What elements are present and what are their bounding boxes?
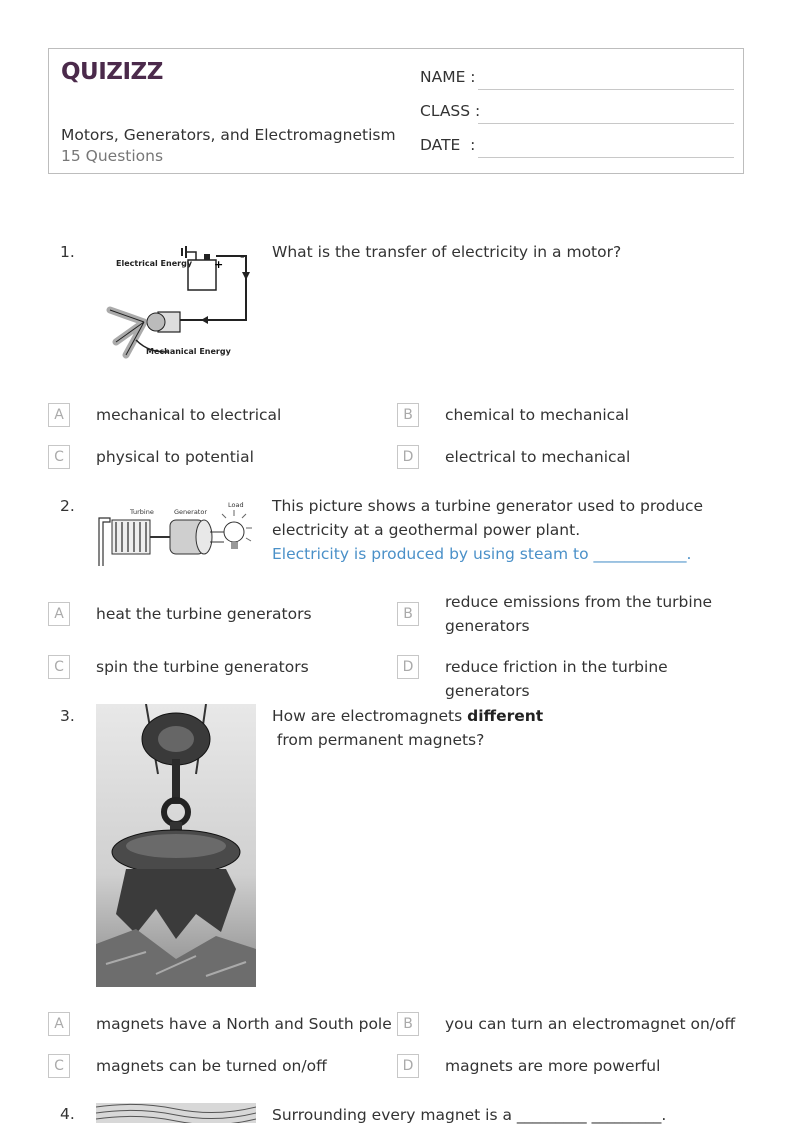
option-letter: C xyxy=(48,1054,70,1078)
option-letter: B xyxy=(397,403,419,427)
load-label: Load xyxy=(228,501,244,509)
electromagnet-crane-photo xyxy=(96,704,256,987)
option-text: reduce emissions from the turbine generators xyxy=(445,593,713,635)
option-letter: D xyxy=(397,445,419,469)
question-text-start: How are electromagnets xyxy=(272,707,468,725)
question-number: 3. xyxy=(60,707,75,725)
option-letter: B xyxy=(397,1012,419,1036)
question-text: What is the transfer of electricity in a motor? xyxy=(272,243,622,261)
option-text: mechanical to electrical xyxy=(96,406,282,424)
question-highlight: Electricity is produced by using steam to ____________. xyxy=(272,545,692,563)
class-line[interactable] xyxy=(478,123,734,124)
question-text-emphasis: different xyxy=(467,707,544,725)
option-letter: D xyxy=(397,655,419,679)
question-number: 2. xyxy=(60,497,75,515)
question-text-end: from permanent magnets? xyxy=(272,731,485,749)
turbine-generator-image xyxy=(96,496,260,570)
option-letter: B xyxy=(397,602,419,626)
date-line[interactable] xyxy=(478,157,734,158)
motor-diagram-image xyxy=(96,240,252,378)
question-number: 1. xyxy=(60,243,75,261)
question-count: 15 Questions xyxy=(61,147,164,165)
magnetic-field-image xyxy=(96,1103,256,1123)
option-text: heat the turbine generators xyxy=(96,605,312,623)
option-text: physical to potential xyxy=(96,448,254,466)
student-fields xyxy=(420,67,734,169)
date-label: DATE : xyxy=(420,136,476,154)
date-field[interactable] xyxy=(420,135,734,169)
option-text: spin the turbine generators xyxy=(96,658,309,676)
question-text: Surrounding every magnet is a _________ _________. xyxy=(272,1106,667,1124)
electrical-energy-label: Electrical Energy xyxy=(116,259,193,268)
question-text xyxy=(272,704,742,752)
question-body: This picture shows a turbine generator used to produce electricity at a geothermal power plant. xyxy=(272,497,704,539)
svg-text:+: + xyxy=(214,258,224,271)
quizizz-logo: QUIZIZZ xyxy=(61,59,163,85)
turbine-label: Turbine xyxy=(130,508,154,516)
option-letter: A xyxy=(48,1012,70,1036)
option-letter: A xyxy=(48,403,70,427)
option-text: reduce friction in the turbine generators xyxy=(445,658,668,700)
worksheet-title: Motors, Generators, and Electromagnetism xyxy=(61,126,396,144)
option-letter: C xyxy=(48,655,70,679)
generator-label: Generator xyxy=(174,508,208,516)
name-line[interactable] xyxy=(478,89,734,90)
option-text: magnets have a North and South pole xyxy=(96,1015,392,1033)
option-text: chemical to mechanical xyxy=(445,406,629,424)
name-field[interactable] xyxy=(420,67,734,101)
option-text: you can turn an electromagnet on/off xyxy=(445,1015,736,1033)
mechanical-energy-label: Mechanical Energy xyxy=(146,347,231,356)
question-text xyxy=(272,494,742,566)
option-text: magnets can be turned on/off xyxy=(96,1057,327,1075)
class-label: CLASS : xyxy=(420,102,481,120)
svg-text:-: - xyxy=(240,250,245,263)
option-letter: D xyxy=(397,1054,419,1078)
option-letter: A xyxy=(48,602,70,626)
question-number: 4. xyxy=(60,1105,75,1123)
worksheet-header xyxy=(48,48,744,174)
class-field[interactable] xyxy=(420,101,734,135)
option-text: electrical to mechanical xyxy=(445,448,631,466)
option-letter: C xyxy=(48,445,70,469)
option-text: magnets are more powerful xyxy=(445,1057,661,1075)
name-label: NAME : xyxy=(420,68,476,86)
